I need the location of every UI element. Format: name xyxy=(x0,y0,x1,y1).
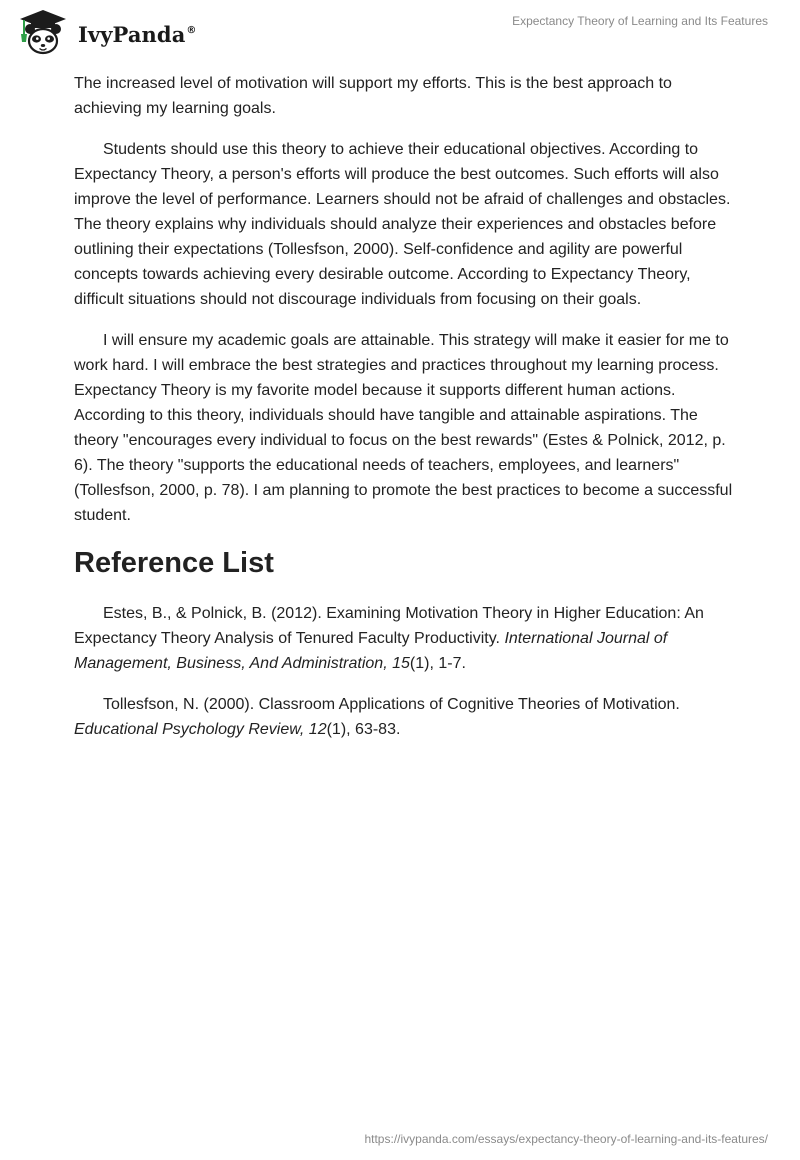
reference-issue-pages: (1), 63-83. xyxy=(326,721,401,738)
paragraph-2: Students should use this theory to achieve their educational objectives. According to Expectancy Theory, a person's efforts will produce the best outcomes. Such efforts will also improve the level of performance. Learners should not be afraid of challenges and obstacles. The theory explains why individuals should analyze their experiences and obstacles before outlining their expectations (Tollesfson, 2000). Self-confidence and agility are powerful concepts towards achieving every desirable outcome. According to Expectancy Theory, difficult situations should not discourage individuals from focusing on their goals. xyxy=(74,141,731,308)
page-header xyxy=(0,0,800,64)
registered-mark: ® xyxy=(186,24,197,36)
paragraph-3: I will ensure my academic goals are attainable. This strategy will make it easier for me to work hard. I will embrace the best strategies and practices throughout my learning process. Expectancy Theory is my favorite model because it supports different human actions. According to this theory, individuals should have tangible and attainable aspirations. The theory "encourages every individual to focus on the best rewards" (Estes & Polnick, 2012, p. 6). The theory "supports the educational needs of teachers, employees, and learners" (Tollesfson, 2000, p. 78). I am planning to promote the best practices to become a successful student. xyxy=(74,332,733,524)
reference-issue-pages: (1), 1-7. xyxy=(409,655,466,672)
reference-journal: Educational Psychology Review, 12 xyxy=(74,721,327,738)
reference-journal: International Journal of Management, Business, And Administration, 15 xyxy=(74,630,668,672)
ivypanda-logo[interactable] xyxy=(14,8,197,56)
document-title: Expectancy Theory of Learning and Its Features xyxy=(512,14,768,28)
source-url-link[interactable]: https://ivypanda.com/essays/expectancy-theory-of-learning-and-its-features/ xyxy=(364,1132,768,1146)
brand-name xyxy=(78,22,197,47)
paragraph-1: The increased level of motivation will support my efforts. This is the best approach to achieving my learning goals. xyxy=(74,75,672,117)
reference-list-heading: Reference List xyxy=(74,547,274,579)
brand-label: IvyPanda xyxy=(78,21,186,47)
reference-text: Estes, B., & Polnick, B. (2012). Examining Motivation Theory in Higher Education: An Expectancy Theory Analysis of Tenured Faculty Productivity. xyxy=(74,605,704,647)
reference-text: Tollesfson, N. (2000). Classroom Applications of Cognitive Theories of Motivation. xyxy=(103,696,680,713)
reference-entry-estes xyxy=(74,601,734,676)
essay-body xyxy=(74,71,734,758)
reference-entry-tollesfson xyxy=(74,692,734,742)
panda-graduate-icon xyxy=(14,8,72,56)
